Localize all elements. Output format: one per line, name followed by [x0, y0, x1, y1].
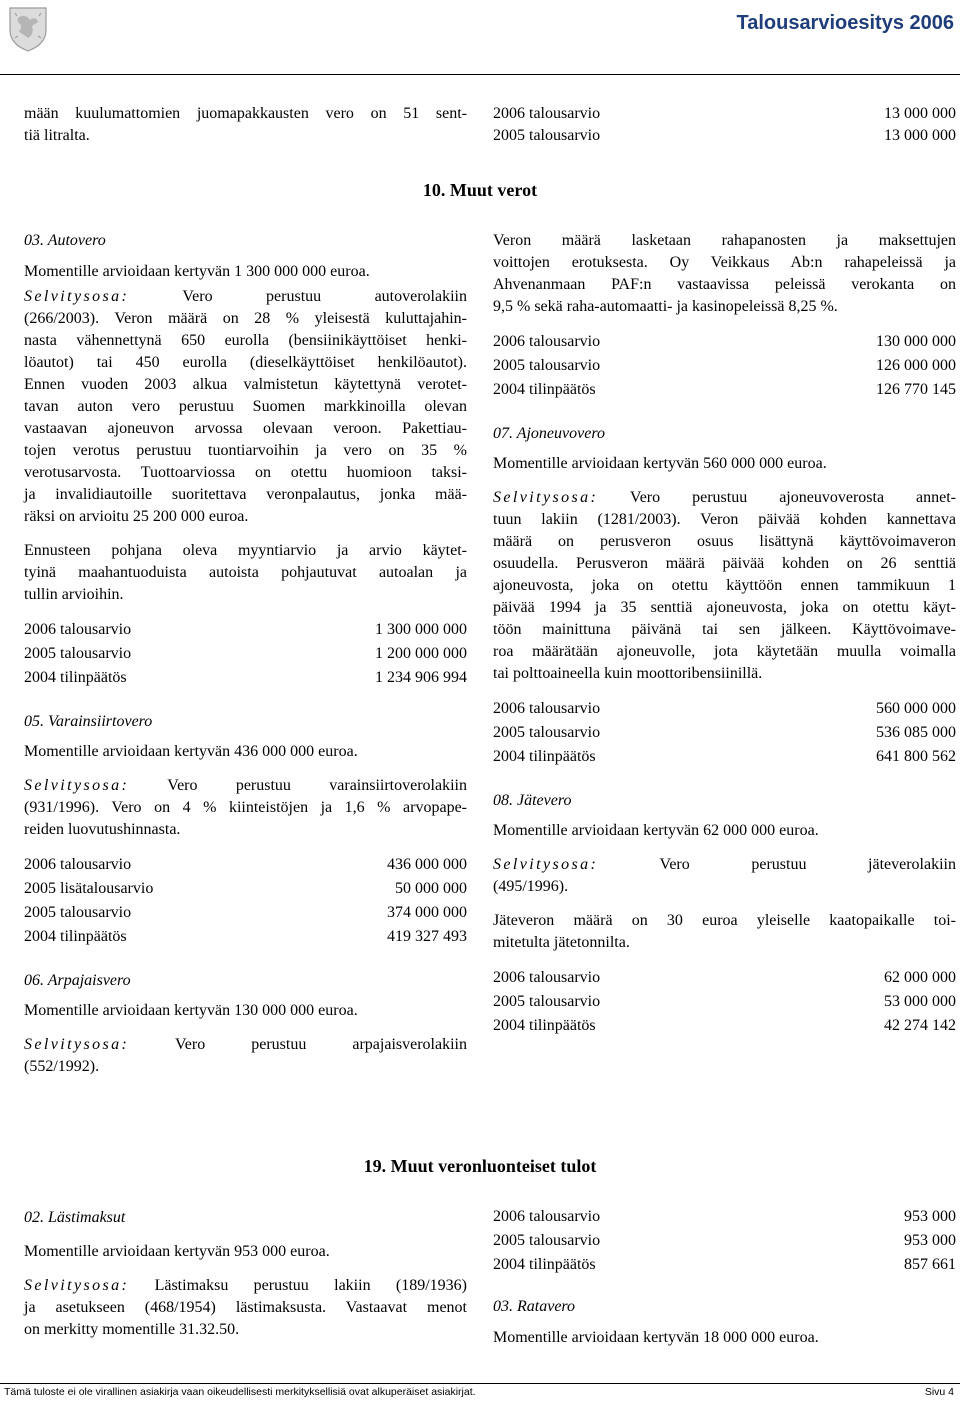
row-label: 2006 talousarvio — [24, 856, 132, 873]
text-line: vastaavan ajoneuvon arvossa olevaan veroon. Pakettiau- — [24, 420, 467, 437]
text-line: roa määrätään ajoneuvolle, jota käytetään muulla voimalla — [493, 643, 956, 660]
row-value: 1 200 000 000 — [375, 645, 467, 662]
footer — [4, 1385, 954, 1399]
text-line: (552/1992). — [24, 1058, 100, 1075]
ratavero-heading: 03. Ratavero — [493, 1298, 576, 1315]
ajoneuvovero-intro: Momentille arvioidaan kertyvän 560 000 000 euroa. — [493, 455, 827, 472]
selvitysosa-label: Selvitysosa: — [24, 288, 130, 305]
table-row — [493, 378, 956, 402]
row-value: 560 000 000 — [876, 700, 956, 717]
text-line: tojen verotus perustuu tuontiarvoihin ja vero on 35 % — [24, 442, 467, 459]
text-line: ja invalidiautoille suoritettava veronpalautus, jonka mää- — [24, 486, 467, 503]
row-value: 130 000 000 — [876, 333, 956, 350]
jatevero-heading: 08. Jätevero — [493, 792, 572, 809]
table-row — [24, 853, 467, 877]
row-label: 2005 talousarvio — [24, 904, 132, 921]
text-line: Lästimaksu perustuu lakiin (189/1936) — [154, 1277, 468, 1294]
continuation-paragraph — [24, 103, 467, 147]
text-line: osuudella. Perusveron määrä päivää kohden on 26 senttiä — [493, 555, 956, 572]
text-line: määrä on perusveron osuus lisättynä käyttövoimaveron — [493, 533, 956, 550]
table-row — [493, 330, 956, 354]
selvitysosa-label: Selvitysosa: — [24, 1277, 130, 1294]
row-label: 2004 tilinpäätös — [24, 669, 127, 686]
arpajaisvero-explanation — [24, 1034, 467, 1078]
table-row — [493, 103, 956, 125]
text-line: Jäteveron määrä on 30 euroa yleiselle kaatopaikalle toi- — [493, 912, 956, 929]
text-line: Vero perustuu varainsiirtoverolakiin — [167, 777, 467, 794]
table-row — [24, 642, 467, 666]
arpajaisvero-rate-paragraph — [493, 230, 956, 318]
text-line: ja asetukseen (468/1954) lästimaksusta. Vastaavat menot — [24, 1299, 467, 1316]
row-label: 2004 tilinpäätös — [24, 928, 127, 945]
ratavero-intro: Momentille arvioidaan kertyvän 18 000 000 euroa. — [493, 1329, 819, 1346]
text-line: 9,5 % sekä raha-automaatti- ja kasinopeleissä 8,25 %. — [493, 298, 838, 315]
ajoneuvovero-heading: 07. Ajoneuvovero — [493, 425, 605, 442]
varainsiirtovero-table — [24, 853, 467, 949]
document-title: Talousarvioesitys 2006 — [736, 12, 954, 34]
row-label: 2006 talousarvio — [493, 105, 601, 122]
varainsiirtovero-explanation — [24, 775, 467, 841]
row-value: 436 000 000 — [387, 856, 467, 873]
row-value: 50 000 000 — [395, 880, 467, 897]
row-label: 2005 lisätalousarvio — [24, 880, 154, 897]
text-line: Ennusteen pohjana oleva myyntiarvio ja arvio käytet- — [24, 542, 467, 559]
text-line: tiä litralta. — [24, 127, 90, 144]
section-title: 19. Muut veronluonteiset tulot — [363, 1156, 597, 1176]
table-row — [24, 877, 467, 901]
budget-table — [493, 103, 956, 147]
text-line: (495/1996). — [493, 878, 569, 895]
selvitysosa-label: Selvitysosa: — [493, 856, 599, 873]
text-line: (266/2003). Veron määrä on 28 % yleisestä kuluttajahin- — [24, 310, 467, 327]
jatevero-explanation — [493, 854, 956, 898]
row-value: 53 000 000 — [884, 993, 956, 1010]
row-value: 374 000 000 — [387, 904, 467, 921]
row-value: 42 274 142 — [884, 1017, 956, 1034]
text-line — [24, 1034, 467, 1056]
selvitysosa-label: Selvitysosa: — [24, 777, 130, 794]
text-line — [493, 487, 956, 509]
table-row — [493, 966, 956, 990]
arpajaisvero-intro: Momentille arvioidaan kertyvän 130 000 000 euroa. — [24, 1002, 358, 1019]
right-column — [493, 230, 956, 1038]
ajoneuvovero-explanation — [493, 487, 956, 685]
table-row — [493, 1014, 956, 1038]
table-row — [493, 697, 956, 721]
row-value: 1 300 000 000 — [375, 621, 467, 638]
autovero-forecast — [24, 540, 467, 606]
left-column — [24, 230, 467, 1078]
selvitysosa-label: Selvitysosa: — [24, 1036, 130, 1053]
row-value: 1 234 906 994 — [375, 669, 467, 686]
text-line — [493, 854, 956, 876]
arpajaisvero-heading: 06. Arpajaisvero — [24, 972, 131, 989]
autovero-explanation — [24, 286, 467, 528]
table-row — [493, 354, 956, 378]
row-value: 62 000 000 — [884, 969, 956, 986]
row-value: 13 000 000 — [884, 105, 956, 122]
autovero-heading: 03. Autovero — [24, 232, 106, 249]
row-label: 2006 talousarvio — [493, 333, 601, 350]
table-row — [24, 925, 467, 949]
row-label: 2005 talousarvio — [493, 724, 601, 741]
table-row — [493, 1253, 956, 1277]
row-value: 126 000 000 — [876, 357, 956, 374]
text-line: tai polttoaineella kuin moottoribensiinillä. — [493, 665, 763, 682]
table-row — [24, 618, 467, 642]
text-line: töön mainittuna päivänä tai sen jälkeen. Käyttövoimave- — [493, 621, 956, 638]
text-line: Ahvenanmaan PAF:n vastaavissa peleissä verokanta on — [493, 276, 956, 293]
text-line: tullin arvioihin. — [24, 586, 124, 603]
section-title: 10. Muut verot — [422, 180, 538, 200]
lastimaksut-table — [493, 1205, 956, 1277]
row-label: 2004 tilinpäätös — [493, 1017, 596, 1034]
text-line: tuun lakiin (1281/2003). Veron päivää kohden kannettava — [493, 511, 956, 528]
text-line: Vero perustuu ajoneuvoverosta annet- — [629, 489, 956, 506]
text-line: päivää 1994 ja 35 senttiä ajoneuvosta, joka on otettu käyt- — [493, 599, 956, 616]
text-line: räksi on arvioitu 25 200 000 euroa. — [24, 508, 249, 525]
lastimaksut-heading: 02. Lästimaksut — [24, 1209, 126, 1226]
table-row — [24, 901, 467, 925]
table-row — [493, 745, 956, 769]
autovero-intro: Momentille arvioidaan kertyvän 1 300 000 000 euroa. — [24, 263, 370, 280]
text-line: mitetulta jätetonnilta. — [493, 934, 630, 951]
footer-disclaimer: Tämä tuloste ei ole virallinen asiakirja vaan oikeudellisesti merkityksellisiä ovat alkuperäiset asiakirjat. — [4, 1386, 476, 1398]
jatevero-table — [493, 966, 956, 1038]
table-row — [24, 666, 467, 690]
jatevero-intro: Momentille arvioidaan kertyvän 62 000 000 euroa. — [493, 822, 819, 839]
row-value: 641 800 562 — [876, 748, 956, 765]
text-line: ajoneuvosta, joka on otettu käyttöön ennen tammikuun 1 — [493, 577, 956, 594]
lastimaksut-block — [24, 1207, 467, 1341]
row-value: 13 000 000 — [884, 127, 956, 144]
text-line: nasta vähennettynä 650 eurolla (bensiinikäyttöiset henki- — [24, 332, 467, 349]
text-line: Vero perustuu autoverolakiin — [182, 288, 467, 305]
row-label: 2004 tilinpäätös — [493, 748, 596, 765]
row-value: 953 000 — [904, 1232, 956, 1249]
row-value: 126 770 145 — [876, 381, 956, 398]
ajoneuvovero-table — [493, 697, 956, 769]
text-line: voittojen erotuksesta. Oy Veikkaus Ab:n rahapeleissä ja — [493, 254, 956, 271]
row-label: 2005 talousarvio — [493, 127, 601, 144]
row-label: 2005 talousarvio — [493, 993, 601, 1010]
varainsiirtovero-heading: 05. Varainsiirtovero — [24, 713, 153, 730]
header-divider — [0, 74, 960, 75]
text-line: tyinä maahantuoduista autoista pohjautuvat autoalan ja — [24, 564, 467, 581]
table-row — [493, 1205, 956, 1229]
lastimaksut-intro: Momentille arvioidaan kertyvän 953 000 euroa. — [24, 1243, 330, 1260]
row-label: 2006 talousarvio — [493, 1208, 601, 1225]
row-label: 2004 tilinpäätös — [493, 381, 596, 398]
arpajaisvero-table — [493, 330, 956, 402]
text-line: Veron määrä lasketaan rahapanosten ja maksettujen — [493, 232, 956, 249]
row-label: 2005 talousarvio — [493, 1232, 601, 1249]
table-row — [493, 1229, 956, 1253]
row-label: 2004 tilinpäätös — [493, 1256, 596, 1273]
text-line: verotusarvosta. Tuottoarviossa on otettu huomioon taksi- — [24, 464, 467, 481]
text-line: Ennen vuoden 2003 alkua valmistetun käytettynä verotet- — [24, 376, 467, 393]
lastimaksut-explanation — [24, 1275, 467, 1341]
row-value: 857 661 — [904, 1256, 956, 1273]
row-label: 2006 talousarvio — [493, 969, 601, 986]
text-line: (931/1996). Vero on 4 % kiinteistöjen ja 1,6 % arvopape- — [24, 799, 467, 816]
table-row — [493, 990, 956, 1014]
text-line — [24, 286, 467, 308]
varainsiirtovero-intro: Momentille arvioidaan kertyvän 436 000 000 euroa. — [24, 743, 358, 760]
text-line — [24, 775, 467, 797]
row-label: 2005 talousarvio — [24, 645, 132, 662]
text-line: löautot) tai 450 eurolla (dieselkäyttöiset henkilöautot). — [24, 354, 467, 371]
row-value: 953 000 — [904, 1208, 956, 1225]
text-line: Vero perustuu arpajaisverolakiin — [174, 1036, 467, 1053]
selvitysosa-label: Selvitysosa: — [493, 489, 599, 506]
row-value: 419 327 493 — [387, 928, 467, 945]
row-label: 2005 talousarvio — [493, 357, 601, 374]
text-line: mään kuulumattomien juomapakkausten vero on 51 sent- — [24, 105, 467, 122]
table-row — [493, 721, 956, 745]
text-line: Vero perustuu jäteverolakiin — [659, 856, 956, 873]
lastimaksut-figures — [493, 1205, 956, 1349]
row-label: 2006 talousarvio — [493, 700, 601, 717]
text-line: reiden luovutushinnasta. — [24, 821, 181, 838]
page-number: Sivu 4 — [924, 1386, 954, 1398]
text-line: on merkitty momentille 31.32.50. — [24, 1321, 240, 1338]
autovero-table — [24, 618, 467, 690]
jatevero-rate-paragraph — [493, 910, 956, 954]
table-row — [493, 125, 956, 147]
row-value: 536 085 000 — [876, 724, 956, 741]
coat-of-arms-icon — [6, 4, 50, 52]
text-line: tavan auton vero perustuu Suomen markkinoilla olevan — [24, 398, 467, 415]
row-label: 2006 talousarvio — [24, 621, 132, 638]
footer-divider — [0, 1383, 960, 1384]
text-line — [24, 1275, 467, 1297]
